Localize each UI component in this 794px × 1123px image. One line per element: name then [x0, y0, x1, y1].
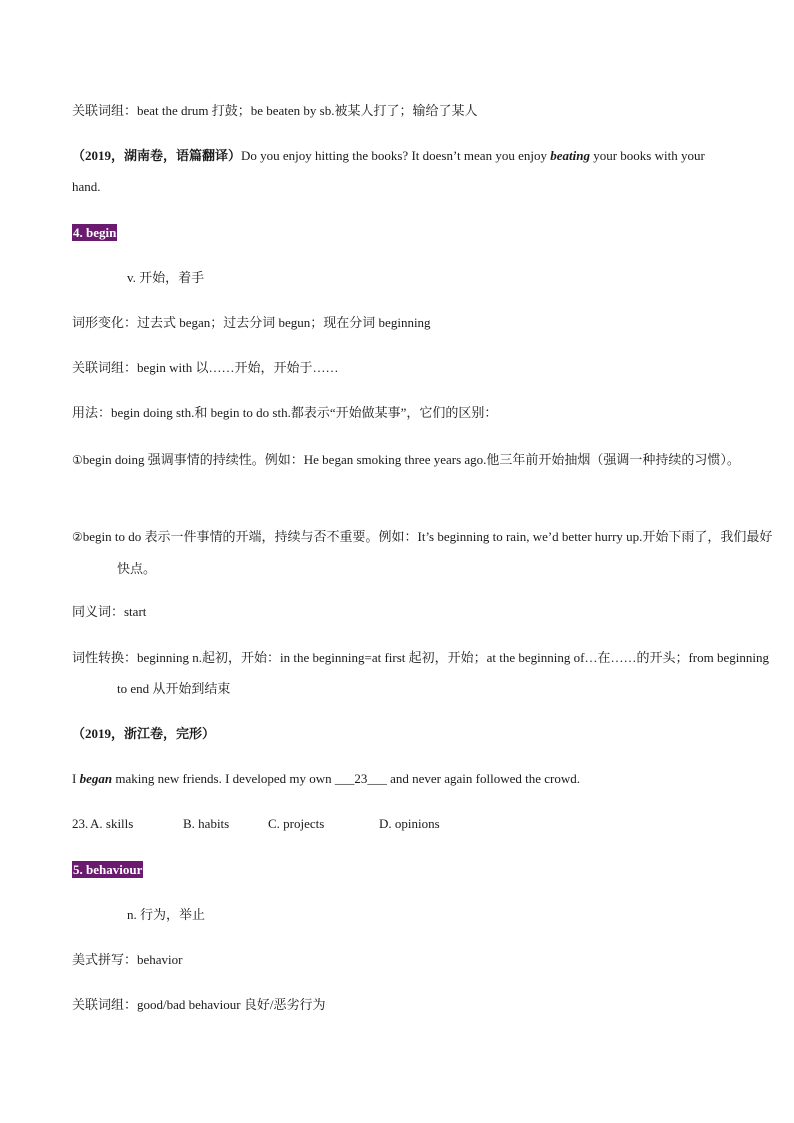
behaviour-heading: 5. behaviour [73, 862, 143, 877]
beat-example-keyword: beating [550, 148, 590, 163]
behaviour-phrases: 关联词组：good/bad behaviour 良好/恶劣行为 [72, 997, 326, 1012]
usage-2-marker: ② [72, 530, 83, 544]
question-number: 23. [72, 816, 89, 831]
begin-example-before: I [72, 771, 80, 786]
begin-example-keyword: began [79, 771, 113, 786]
begin-question [72, 815, 732, 833]
beat-example [72, 140, 732, 202]
begin-usage-intro: 用法：begin doing sth.和 begin to do sth.都表示“开始做某事”，它们的区别： [72, 405, 498, 420]
usage-1-text: begin doing 强调事情的持续性。例如：He began smoking three years ago.他三年前开始抽烟（强调一种持续的习惯）。 [82, 452, 740, 467]
begin-synonym: 同义词：start [72, 604, 147, 619]
usage-1-marker: ① [72, 453, 83, 467]
begin-example-source: （2019，浙江卷，完形） [72, 726, 216, 741]
begin-usage-2 [72, 521, 777, 584]
beat-example-source: （2019，湖南卷，语篇翻译） [72, 148, 242, 163]
beat-example-text-before: Do you enjoy hitting the books? It doesn’t mean you enjoy [241, 148, 551, 163]
begin-forms: 词形变化：过去式 began；过去分词 begun；现在分词 beginning [72, 315, 431, 330]
begin-phrases: 关联词组：begin with 以……开始，开始于…… [72, 360, 339, 375]
option-c: C. projects [268, 816, 325, 831]
begin-example-blank: ___23___ [334, 771, 387, 786]
option-d: D. opinions [379, 816, 440, 831]
beat-phrases: 关联词组：beat the drum 打鼓；be beaten by sb.被某人打了；输给了某人 [72, 103, 478, 118]
option-a: A. skills [90, 816, 134, 831]
begin-usage-1 [72, 444, 777, 476]
usage-2-text: begin to do 表示一件事情的开端，持续与否不重要。例如：It’s beginning to rain, we’d better hurry up.开始下雨了，我们最好快点。 [82, 529, 773, 576]
behaviour-us-spelling: 美式拼写：behavior [72, 952, 183, 967]
beat-example-text-after: your books with your hand. [72, 148, 705, 194]
begin-example-middle: making new friends. I developed my own [112, 771, 335, 786]
begin-conversion: 词性转换：beginning n.起初，开始：in the beginning=at first 起初，开始；at the beginning of…在……的开头；from beginning to end 从开始到结束 [72, 650, 769, 696]
begin-definition: v. 开始，着手 [127, 270, 205, 285]
option-b: B. habits [183, 816, 230, 831]
begin-heading: 4. begin [73, 225, 117, 240]
begin-example [72, 770, 732, 788]
behaviour-definition: n. 行为，举止 [127, 907, 206, 922]
begin-example-after: and never again followed the crowd. [386, 771, 580, 786]
